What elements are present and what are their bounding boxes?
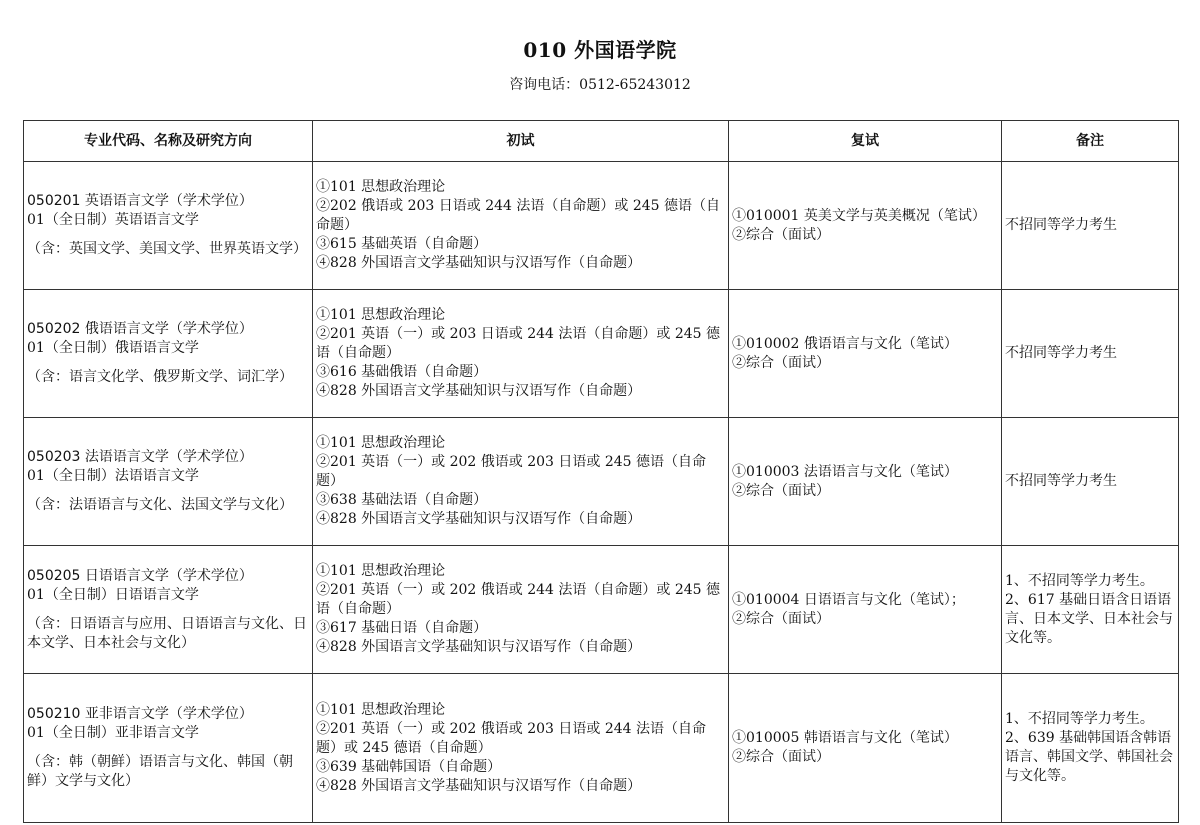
retest-item: ②综合（面试） (732, 354, 830, 371)
retest-item: ①010003 法语语言与文化（笔试） (732, 463, 958, 480)
note-text: 不招同等学力考生 (1005, 345, 1117, 361)
major-code-name: 050203 法语语言文学（学术学位） (27, 449, 253, 465)
major-code-name: 050210 亚非语言文学（学术学位） (27, 706, 253, 722)
note-text: 1、不招同等学力考生。 (1005, 711, 1154, 727)
page-title: 010 外国语学院 (523, 38, 677, 62)
initial-exam-cell (313, 546, 729, 674)
research-direction: 01（全日制）俄语语言文学 (27, 340, 199, 356)
retest-item: ①010002 俄语语言与文化（笔试） (732, 335, 958, 352)
table-row (24, 290, 1179, 418)
retest-item: ①010004 日语语言与文化（笔试）； (732, 591, 965, 608)
notes-cell (1002, 418, 1179, 546)
direction-includes: （含：韩（朝鲜）语语言与文化、韩国（朝鲜）文学与文化） (27, 754, 293, 789)
table-row (24, 674, 1179, 823)
column-header-initial-exam: 初试 (313, 121, 729, 162)
note-text: 不招同等学力考生 (1005, 217, 1117, 233)
direction-includes: （含：语言文化学、俄罗斯文学、词汇学） (27, 369, 293, 385)
direction-includes: （含：法语语言与文化、法国文学与文化） (27, 497, 293, 513)
exam-subject: ④828 外国语言文学基础知识与汉语写作（自命题） (316, 639, 642, 655)
table-row (24, 546, 1179, 674)
table-row (24, 162, 1179, 290)
column-header-major: 专业代码、名称及研究方向 (24, 121, 313, 162)
note-text: 2、617 基础日语含日语语言、日本文学、日本社会与文化等。 (1005, 591, 1173, 646)
table-row (24, 418, 1179, 546)
retest-cell (729, 674, 1002, 823)
consult-phone: 咨询电话：0512-65243012 (509, 77, 691, 93)
exam-subject: ②201 英语（一）或 202 俄语或 203 日语或 245 德语（自命题） (316, 454, 707, 489)
exam-subject: ③638 基础法语（自命题） (316, 492, 488, 508)
exam-subject: ④828 外国语言文学基础知识与汉语写作（自命题） (316, 383, 642, 399)
exam-subject: ③616 基础俄语（自命题） (316, 364, 488, 380)
retest-cell (729, 418, 1002, 546)
note-text: 2、639 基础韩国语含韩语语言、韩国文学、韩国社会与文化等。 (1005, 730, 1173, 784)
exam-subject: ④828 外国语言文学基础知识与汉语写作（自命题） (316, 777, 642, 794)
retest-item: ②综合（面试） (732, 610, 830, 627)
table-header-row (24, 121, 1179, 162)
exam-subject: ②202 俄语或 203 日语或 244 法语（自命题）或 245 德语（自命题） (316, 198, 721, 233)
major-cell (24, 418, 313, 546)
initial-exam-cell (313, 418, 729, 546)
retest-cell (729, 290, 1002, 418)
initial-exam-cell (313, 674, 729, 823)
research-direction: 01（全日制）亚非语言文学 (27, 725, 199, 741)
notes-cell (1002, 290, 1179, 418)
initial-exam-cell (313, 290, 729, 418)
major-code-name: 050201 英语语言文学（学术学位） (27, 193, 253, 209)
exam-subject: ③639 基础韩国语（自命题） (316, 758, 502, 775)
research-direction: 01（全日制）日语语言文学 (27, 586, 199, 603)
exam-subject: ②201 英语（一）或 203 日语或 244 法语（自命题）或 245 德语（自命题） (316, 326, 721, 361)
direction-includes: （含：日语语言与应用、日语语言与文化、日本文学、日本社会与文化） (27, 615, 307, 651)
note-text: 不招同等学力考生 (1005, 473, 1117, 489)
initial-exam-cell (313, 162, 729, 290)
retest-item: ②综合（面试） (732, 482, 830, 499)
retest-item: ②综合（面试） (732, 226, 830, 243)
retest-item: ①010001 英美文学与英美概况（笔试） (732, 207, 986, 224)
major-cell (24, 162, 313, 290)
retest-cell (729, 162, 1002, 290)
research-direction: 01（全日制）法语语言文学 (27, 468, 199, 484)
exam-subject: ③617 基础日语（自命题） (316, 620, 488, 636)
notes-cell (1002, 546, 1179, 674)
exam-subject: ②201 英语（一）或 202 俄语或 244 法语（自命题）或 245 德语（自命题） (316, 582, 721, 617)
exam-subject: ④828 外国语言文学基础知识与汉语写作（自命题） (316, 255, 642, 271)
column-header-notes: 备注 (1002, 121, 1179, 162)
notes-cell (1002, 162, 1179, 290)
retest-item: ①010005 韩语语言与文化（笔试） (732, 730, 958, 746)
exam-subject: ①101 思想政治理论 (316, 701, 446, 718)
exam-subject: ①101 思想政治理论 (316, 179, 446, 195)
admission-table (23, 120, 1179, 823)
exam-subject: ①101 思想政治理论 (316, 435, 446, 451)
direction-includes: （含：英国文学、美国文学、世界英语文学） (27, 241, 307, 257)
major-cell (24, 290, 313, 418)
notes-cell (1002, 674, 1179, 823)
major-code-name: 050205 日语语言文学（学术学位） (27, 567, 253, 584)
retest-cell (729, 546, 1002, 674)
major-cell (24, 546, 313, 674)
exam-subject: ④828 外国语言文学基础知识与汉语写作（自命题） (316, 511, 642, 527)
exam-subject: ③615 基础英语（自命题） (316, 236, 488, 252)
note-text: 1、不招同等学力考生。 (1005, 572, 1154, 589)
research-direction: 01（全日制）英语语言文学 (27, 212, 199, 228)
column-header-retest: 复试 (729, 121, 1002, 162)
exam-subject: ②201 英语（一）或 202 俄语或 203 日语或 244 法语（自命题）或 245 德语（自命题） (316, 720, 707, 756)
exam-subject: ①101 思想政治理论 (316, 563, 446, 579)
retest-item: ②综合（面试） (732, 749, 830, 765)
exam-subject: ①101 思想政治理论 (316, 307, 446, 323)
major-cell (24, 674, 313, 823)
major-code-name: 050202 俄语语言文学（学术学位） (27, 321, 253, 337)
